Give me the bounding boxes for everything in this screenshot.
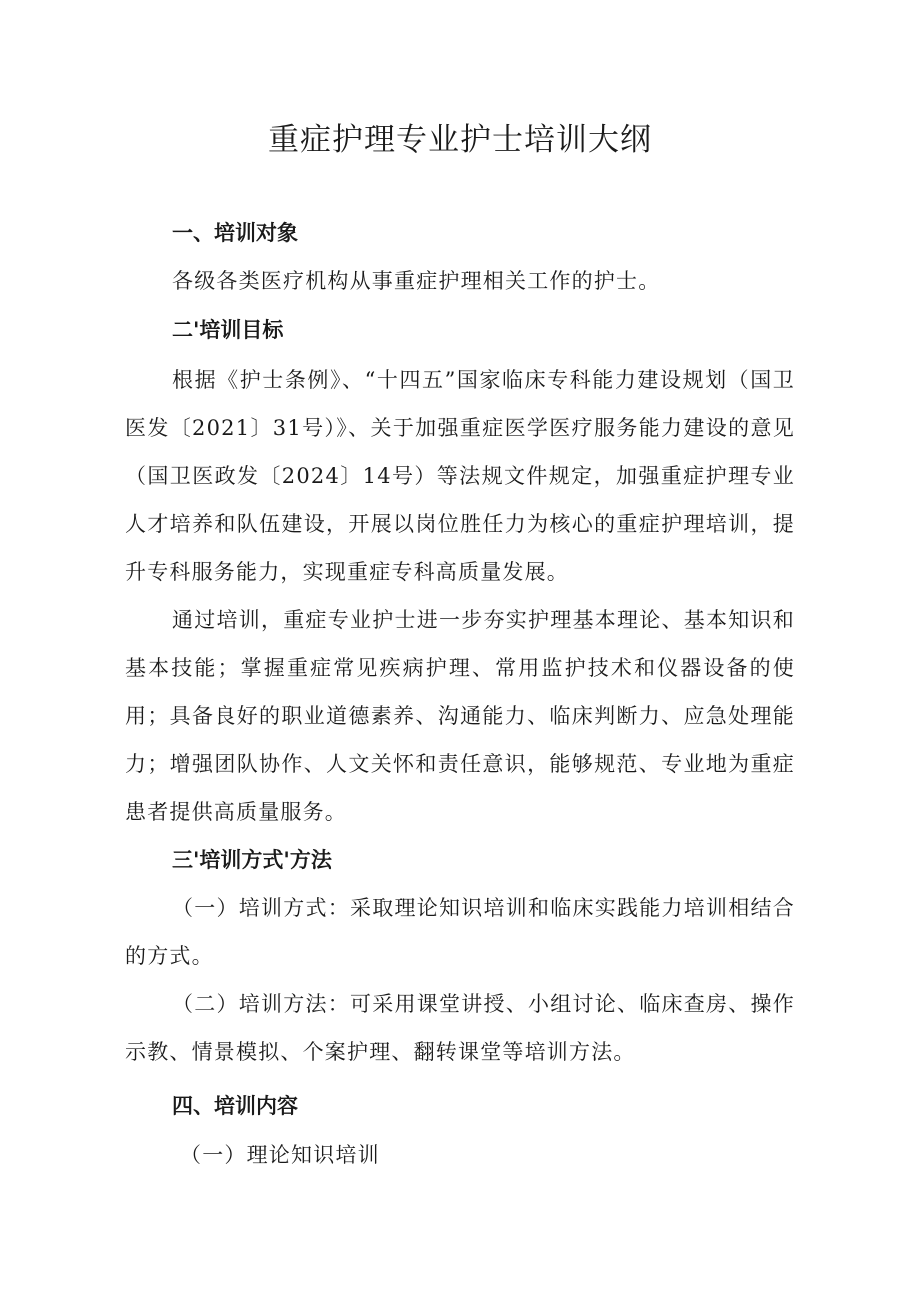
section-heading-4: 四、培训内容 xyxy=(172,1094,298,1118)
section-heading-2: 二'培训目标 xyxy=(172,318,284,342)
section-3-paragraph-1: （一）培训方式：采取理论知识培训和临床实践能力培训相结合的方式。 xyxy=(125,896,795,968)
section-heading-3: 三'培训方式'方法 xyxy=(172,848,332,872)
section-heading-1: 一、培训对象 xyxy=(172,221,298,245)
section-4-subheading-1: （一）理论知识培训 xyxy=(180,1143,380,1167)
document-title: 重症护理专业护士培训大纲 xyxy=(268,122,652,158)
section-1-paragraph-1: 各级各类医疗机构从事重症护理相关工作的护士。 xyxy=(172,269,661,293)
section-3-paragraph-2: （二）培训方法：可采用课堂讲授、小组讨论、临床查房、操作示教、情景模拟、个案护理、翻转课堂等培训方法。 xyxy=(125,992,795,1064)
section-2-paragraph-2: 通过培训，重症专业护士进一步夯实护理基本理论、基本知识和基本技能；掌握重症常见疾病护理、常用监护技术和仪器设备的使用；具备良好的职业道德素养、沟通能力、临床判断力、应急处理能力；增强团队协作、人文关怀和责任意识，能够规范、专业地为重症患者提供高质量服务。 xyxy=(125,608,795,824)
section-2-paragraph-1: 根据《护士条例》、“十四五”国家临床专科能力建设规划（国卫医发〔2021〕31号）》、关于加强重症医学医疗服务能力建设的意见（国卫医政发〔2024〕14号）等法规文件规定，加强重症护理专业人才培养和队伍建设，开展以岗位胜任力为核心的重症护理培训，提升专科服务能力，实现重症专科高质量发展。 xyxy=(125,368,795,584)
